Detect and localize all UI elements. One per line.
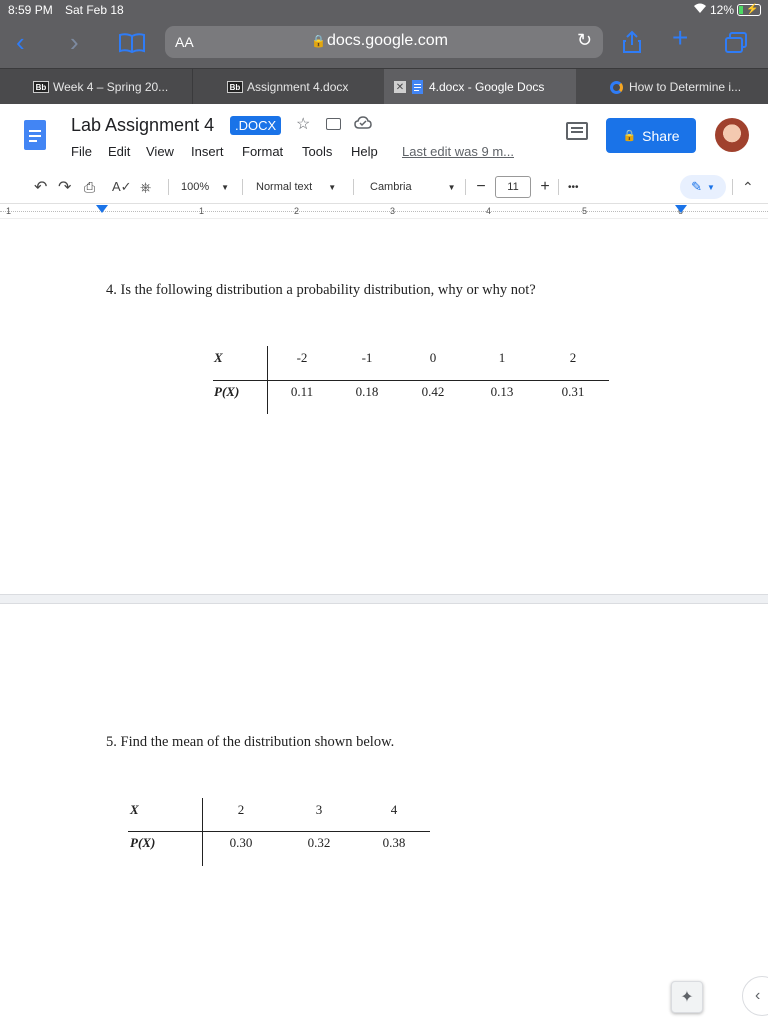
table-cell: 0.30 <box>229 835 253 850</box>
tab-label: Week 4 – Spring 20... <box>53 80 169 94</box>
zoom-value: 100% <box>181 181 210 193</box>
address-bar[interactable] <box>165 26 603 58</box>
table-divider <box>128 831 430 832</box>
decrease-font-size-button[interactable]: − <box>476 178 486 195</box>
menu-tools[interactable]: Tools <box>302 144 333 159</box>
chevron-up-icon[interactable]: ⌃ <box>742 178 754 195</box>
menu-view[interactable]: View <box>146 144 174 159</box>
explore-icon[interactable]: ✦ <box>671 981 703 1013</box>
lock-icon: 🔒 <box>311 34 326 48</box>
indent-marker-icon[interactable] <box>96 205 108 213</box>
table-cell: 1 <box>498 350 506 365</box>
tab-label: How to Determine i... <box>629 80 742 94</box>
blackboard-icon: Bb <box>227 81 243 93</box>
font-size-input[interactable]: 11 <box>495 176 531 198</box>
new-tab-icon[interactable]: + <box>672 22 689 53</box>
redo-icon[interactable]: ↷ <box>58 179 72 196</box>
font-select[interactable] <box>370 170 456 204</box>
table-header-x: X <box>214 350 223 365</box>
reload-icon[interactable]: ↻ <box>577 30 593 50</box>
table-cell: 2 <box>569 350 577 365</box>
pencil-icon: ✎ <box>691 179 702 194</box>
wifi-icon <box>693 2 707 17</box>
menu-format[interactable]: Format <box>242 144 284 159</box>
browser-tab-bar <box>0 68 768 104</box>
status-time: 8:59 PM <box>8 3 53 17</box>
tab-week4[interactable] <box>0 69 192 105</box>
table-cell: 0.38 <box>382 835 406 850</box>
ruler-label: 2 <box>294 206 300 216</box>
zoom-select[interactable] <box>181 170 229 204</box>
menu-insert[interactable]: Insert <box>191 144 224 159</box>
back-icon[interactable]: ‹ <box>16 27 25 57</box>
google-docs-icon <box>412 80 423 94</box>
table-cell: 0.31 <box>561 384 585 399</box>
tab-assignment4[interactable] <box>192 69 384 105</box>
ruler-label: 5 <box>582 206 588 216</box>
undo-icon[interactable]: ↶ <box>34 179 48 196</box>
tab-how-to-determine[interactable] <box>576 69 768 105</box>
table-divider <box>213 380 609 381</box>
table-cell: 0.18 <box>355 384 379 399</box>
increase-font-size-button[interactable]: + <box>540 178 550 195</box>
ruler-label: 3 <box>390 206 396 216</box>
menu-file[interactable]: File <box>71 144 92 159</box>
share-sheet-icon[interactable] <box>622 30 642 59</box>
tab-google-docs[interactable] <box>384 69 576 105</box>
document-canvas[interactable] <box>0 219 768 1024</box>
text-size-button[interactable]: AA <box>175 34 194 50</box>
docs-header <box>0 104 768 170</box>
share-button[interactable] <box>606 118 696 153</box>
status-date: Sat Feb 18 <box>65 3 124 17</box>
menu-edit[interactable]: Edit <box>108 144 131 159</box>
tabs-overview-icon[interactable] <box>724 32 748 59</box>
table-cell: 0.32 <box>307 835 331 850</box>
cloud-status-icon[interactable] <box>354 116 372 135</box>
table-cell: 0.13 <box>490 384 514 399</box>
comments-icon[interactable] <box>566 122 588 140</box>
font-value: Cambria <box>370 181 412 193</box>
right-indent-marker-icon[interactable] <box>675 205 687 213</box>
table-cell: 0.42 <box>421 384 445 399</box>
paint-format-icon[interactable]: ⎈ <box>140 178 152 195</box>
style-select[interactable] <box>256 170 336 204</box>
spellcheck-icon[interactable]: A✓ <box>112 179 132 194</box>
chevron-down-icon: ▼ <box>328 182 337 192</box>
browser-toolbar <box>0 20 768 68</box>
ruler <box>0 205 768 219</box>
formatting-toolbar <box>0 170 768 204</box>
last-edit-link[interactable]: Last edit was 9 m... <box>402 144 514 159</box>
table-divider <box>202 798 203 866</box>
editing-mode-button[interactable] <box>680 175 726 199</box>
url-text[interactable]: docs.google.com <box>327 32 448 49</box>
battery-percent: 12% <box>710 3 735 17</box>
battery-icon: ⚡ <box>737 4 761 16</box>
star-icon[interactable]: ☆ <box>296 116 311 133</box>
question-5: 5. Find the mean of the distribution shown below. <box>106 734 395 750</box>
move-folder-icon[interactable] <box>326 118 341 130</box>
question-4: 4. Is the following distribution a probability distribution, why or why not? <box>106 282 536 298</box>
table-header-px: P(X) <box>214 384 240 399</box>
style-value: Normal text <box>256 181 313 193</box>
avatar[interactable] <box>715 118 749 152</box>
blackboard-icon: Bb <box>33 81 49 93</box>
more-icon[interactable]: ••• <box>568 181 579 193</box>
menu-help[interactable]: Help <box>351 144 378 159</box>
chevron-down-icon: ▼ <box>221 182 230 192</box>
table-header-px: P(X) <box>130 835 156 850</box>
doc-title[interactable]: Lab Assignment 4 <box>71 115 215 135</box>
docs-logo-icon[interactable] <box>24 120 46 150</box>
chevron-down-icon: ▼ <box>447 182 456 192</box>
ruler-label: 1 <box>199 206 205 216</box>
tab-label: Assignment 4.docx <box>247 80 349 94</box>
file-type-badge: .DOCX <box>230 116 281 135</box>
table-cell: 2 <box>237 802 245 817</box>
ruler-label: 6 <box>678 206 684 216</box>
forward-icon[interactable]: › <box>70 27 79 57</box>
table-cell: 0 <box>429 350 437 365</box>
table-cell: 3 <box>315 802 323 817</box>
table-cell: 4 <box>390 802 398 817</box>
side-panel-toggle-icon[interactable]: ‹ <box>742 976 768 1016</box>
chevron-down-icon: ▼ <box>706 182 715 192</box>
status-bar <box>0 0 768 20</box>
lock-icon: 🔒 <box>622 130 637 142</box>
bookmarks-icon[interactable] <box>118 32 146 59</box>
table-cell: -2 <box>296 350 308 365</box>
loading-ring-icon <box>610 81 623 94</box>
page-break <box>0 594 768 604</box>
ruler-label: 4 <box>486 206 492 216</box>
table-cell: 0.11 <box>290 384 314 399</box>
table-cell: -1 <box>361 350 373 365</box>
ruler-label: 1 <box>6 206 12 216</box>
table-header-x: X <box>130 802 139 817</box>
share-label: Share <box>642 127 680 144</box>
tab-label: 4.docx - Google Docs <box>429 80 545 94</box>
print-icon[interactable]: ⎙ <box>84 178 96 195</box>
close-tab-icon[interactable]: ✕ <box>395 81 405 93</box>
